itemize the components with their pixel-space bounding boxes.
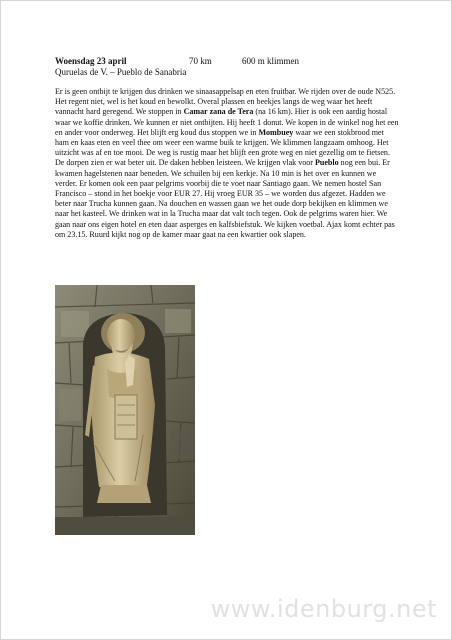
place-mombuey: Mombuey <box>258 127 294 137</box>
statue-photo <box>55 285 195 535</box>
body-text-3: waar we een stokbrood met ham en kaas eten en veel thee om weer een warme buik te krijgen. We klimmen langzaam omhoog. Het uitzicht was af en toe mooi. De weg is rustig maar het blijft een grote weg en niet gezellig om te fietsen. De dorpen zien er wat beter uit. De daken hebben leisteen. We krijgen vlak voor <box>55 127 390 168</box>
entry-distance: 70 km <box>189 56 212 66</box>
entry-climb: 600 m klimmen <box>242 56 299 66</box>
entry-body <box>55 87 399 240</box>
watermark: www.idenburg.net <box>210 595 437 623</box>
entry-route: Quruelas de V. – Pueblo de Sanabria <box>55 66 187 77</box>
body-text-1: Er is geen ontbijt te krijgen dus drinken we sinaasappelsap en eten fruitbar. We rijden over de oude N525. Het regent niet, wel is het koud en bewolkt. Overal plassen en beekjes langs de weg waar het heeft vannacht hard geregend. We stoppen in <box>55 87 396 117</box>
body-text-2: (na 16 km). Hier is ook een aardig hostal waar we koffie drinken. We kunnen er niet ontbijten. Hij heeft 1 donut. We kopen in de winkel nog het een en ander voor onderweg. Het blijft erg koud dus stoppen we in <box>55 107 399 137</box>
entry-date: Woensdag 23 april <box>55 56 127 66</box>
entry-header <box>55 56 405 77</box>
body-text-4: nog een bui. Er kwamen hagelstenen naar beneden. We schuilen bij een kerkje. Na 10 min is het over en kunnen we verder. Er komen ook een paar pelgrims voorbij die te voet naar Santiago gaan. We nemen hostel San Francisco – stond in het boekje voor EUR 27. Hij vroeg EUR 35 – we worden dus afgezet. Hadden we beter naar Trucha kunnen gaan. Na douchen en wassen gaan we het oude dorp bekijken en klimmen we naar het kasteel. We drinken wat in la Trucha maar dat valt toch tegen. Ook de pelgrims waren hier. We gaan naar ons eigen hotel en eten daar asperges en kalfsbiefstuk. We kijken voetbal. Ajax komt echter pas om 23.15. Ruurd kijkt nog op de kamer maar gaat na een kwartier ook slapen. <box>55 158 395 239</box>
header-line <box>55 56 405 67</box>
statue-photo-image <box>55 285 195 535</box>
place-camarzana: Camar zana de Tera <box>183 107 254 117</box>
place-pueblo: Pueblo <box>314 158 339 168</box>
